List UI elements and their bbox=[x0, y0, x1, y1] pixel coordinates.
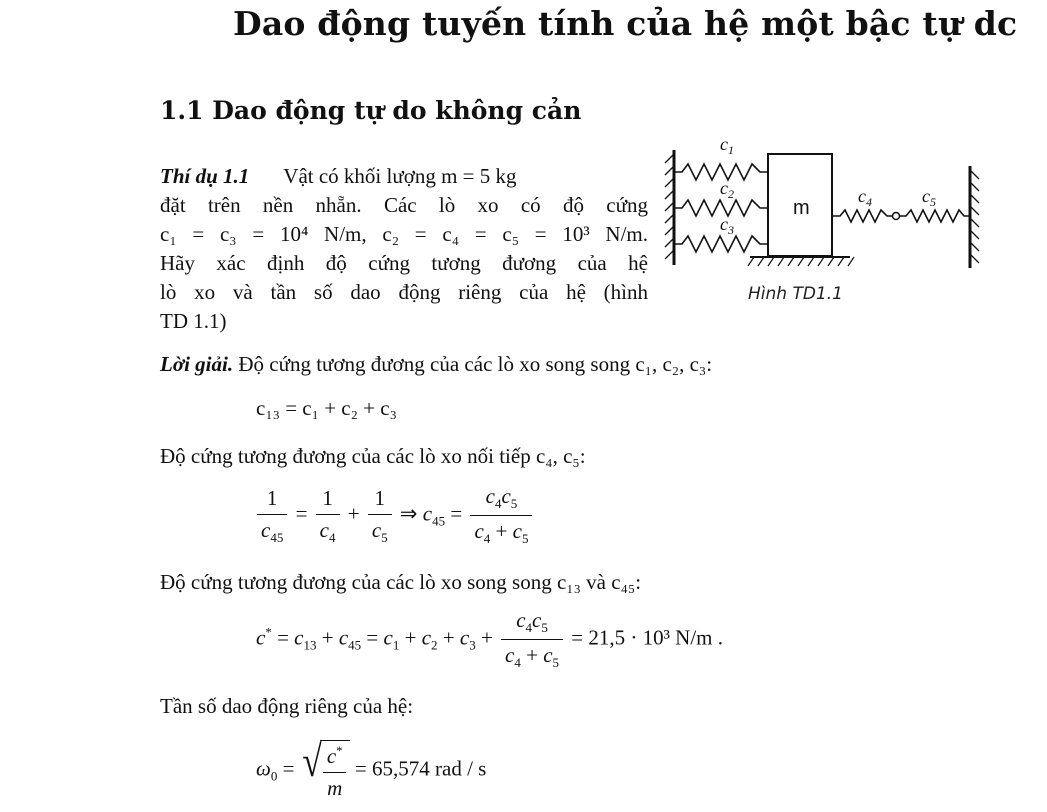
example-line-1: Thí dụ 1.1 Vật có khối lượng m = 5 kg bbox=[160, 164, 517, 188]
example-line-5: lò xo và tần số dao động riêng của hệ (hình bbox=[160, 280, 648, 304]
figure-caption: Hình TD1.1 bbox=[748, 284, 843, 304]
example-line-2: đặt trên nền nhẵn. Các lò xo có độ cứng bbox=[160, 193, 648, 217]
section-heading: 1.1 Dao động tự do không cản bbox=[160, 96, 582, 125]
page-title: Dao động tuyến tính của hệ một bậc tự dc bbox=[233, 4, 1018, 43]
spring-mass-figure bbox=[660, 130, 990, 280]
label-c1: $c_1$ bbox=[720, 134, 734, 157]
equation-cstar-result: = 21,5 · 10³ N/m . bbox=[571, 625, 723, 650]
label-c4: $c_4$ bbox=[858, 186, 872, 209]
series-text: Độ cứng tương đương của các lò xo nối tiếp c₄, c₅: bbox=[160, 444, 586, 468]
label-c5: $c_5$ bbox=[922, 186, 936, 209]
example-label: Thí dụ 1.1 bbox=[160, 164, 250, 188]
equation-cstar: $c^* = c_{13} + c_{45} = c_1 + c_2 + c_3$ + $\frac{c_4c_5}{c_4 + c_5}$ = 21,5 · 10³ N/m . bbox=[256, 608, 723, 671]
solution-intro: Lời giải. Độ cứng tương đương của các lò xo song song c₁, c₂, c₃: bbox=[160, 352, 713, 376]
frequency-text: Tần số dao động riêng của hệ: bbox=[160, 694, 414, 718]
example-line-3: c₁ = c₃ = 10⁴ N/m, c₂ = c₄ = c₅ = 10³ N/m. bbox=[160, 222, 648, 246]
label-c3: $c_3$ bbox=[720, 214, 734, 237]
solution-label: Lời giải. bbox=[160, 352, 234, 376]
example-line-4: Hãy xác định độ cứng tương đương của hệ bbox=[160, 251, 648, 275]
equation-omega: $\omega_0$ = √ $\frac{c^*}{m}$ = 65,574 rad / s bbox=[256, 737, 487, 800]
equation-c13: c₁₃ = c₁ + c₂ + c₃ bbox=[256, 396, 397, 420]
parallel-text: Độ cứng tương đương của các lò xo song song c₁₃ và c₄₅: bbox=[160, 570, 642, 594]
equation-c45: $\frac{1}{c_{45}}$ = $\frac{1}{c_4}$ + $\frac{1}{c_5}$ ⇒ $c_{45}$ = $\frac{c_4c_5}{c_4 + c_5}$ bbox=[254, 484, 535, 547]
example-paragraph bbox=[160, 162, 648, 336]
label-c2: $c_2$ bbox=[720, 178, 734, 201]
equation-omega-result: = 65,574 rad / s bbox=[354, 756, 487, 781]
example-line-6: TD 1.1) bbox=[160, 309, 227, 333]
mass-label: m bbox=[793, 197, 810, 219]
